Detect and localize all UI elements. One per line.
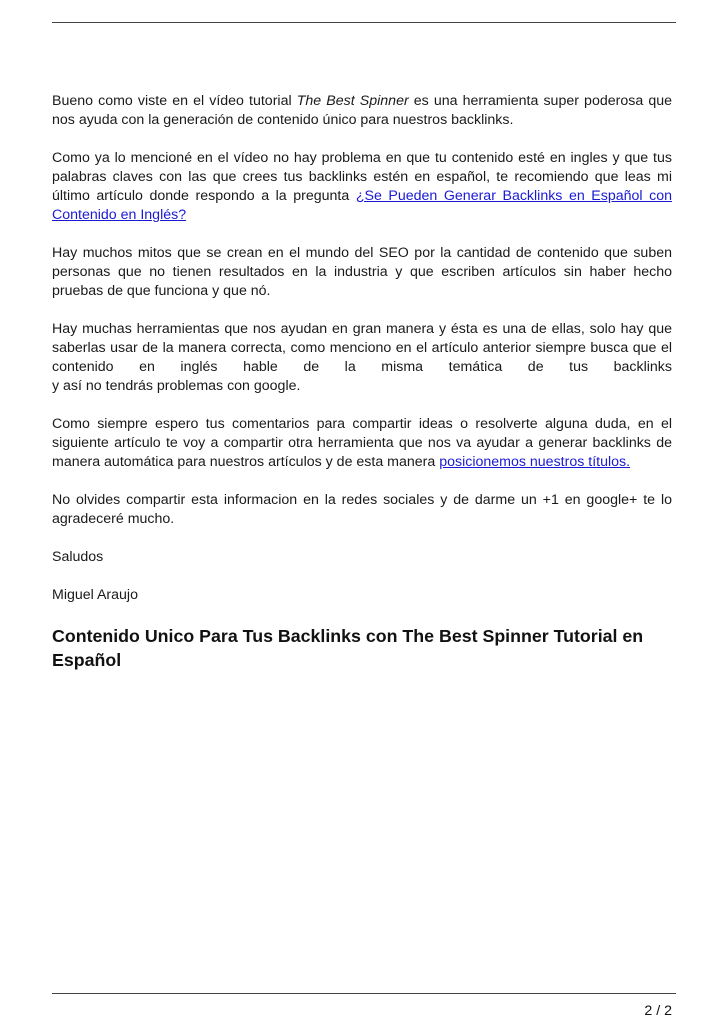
article-title: Contenido Unico Para Tus Backlinks con The Best Spinner Tutorial en Español [52, 626, 644, 670]
header-rule [52, 22, 676, 23]
article-link[interactable]: ¿Se Pueden Generar Backlinks en Español con Contenido en Inglés? [52, 188, 672, 223]
author-name: Miguel Araujo [52, 587, 138, 603]
paragraph-myths: Hay muchos mitos que se crean en el mundo del SEO por la cantidad de contenido que suben personas que no tienen resultados en la industria y que escriben artículos sin haber hecho pruebas de que funciona y que nó. [52, 245, 672, 299]
document-body [52, 92, 672, 672]
paragraph-intro [52, 92, 672, 130]
greeting: Saludos [52, 549, 104, 565]
italic-text: The Best Spinner [296, 93, 409, 109]
text: y así no tendrás problemas con google. [52, 378, 301, 394]
paragraph-comments [52, 415, 672, 472]
positioning-link[interactable]: posicionemos nuestros títulos. [439, 454, 631, 470]
paragraph-share: No olvides compartir esta informacion en la redes sociales y de darme un +1 en google+ te lo agradeceré mucho. [52, 492, 672, 527]
paragraph-language [52, 149, 672, 225]
text: Hay muchas herramientas que nos ayudan en gran manera y ésta es una de ellas, solo hay que saberlas usar de la manera correcta, como menciono en el artículo anterior siempre busca que el contenido en inglés hable de la misma temática de tus backlinks [52, 321, 672, 375]
page-number: 2 / 2 [644, 1003, 672, 1019]
text: es una herramienta super poderosa que nos ayuda con la generación de contenido único para nuestros backlinks. [52, 93, 672, 128]
paragraph-tools [52, 320, 672, 396]
text: Bueno como viste en el vídeo tutorial [52, 93, 297, 109]
text: Como ya lo mencioné en el vídeo no hay problema en que tu contenido esté en ingles y que tus palabras claves con las que crees tus backlinks estén en español, te recomiendo que leas mi último artículo donde respondo a la pregunta [52, 150, 672, 204]
footer-rule [52, 993, 676, 994]
text: Como siempre espero tus comentarios para compartir ideas o resolverte alguna duda, en el siguiente artículo te voy a compartir otra herramienta que nos va ayudar a generar backlinks de manera automática para nuestros artículos y de esta manera [52, 416, 672, 470]
